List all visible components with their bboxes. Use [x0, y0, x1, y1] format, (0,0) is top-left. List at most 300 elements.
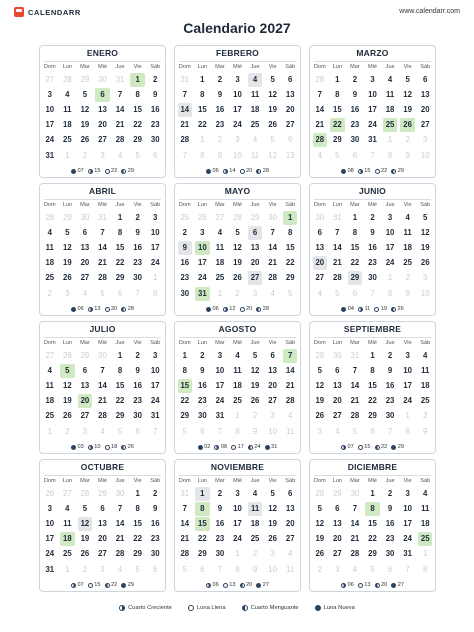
day-cell[interactable]: 2: [387, 350, 393, 360]
day-cell[interactable]: 16: [350, 104, 360, 114]
day-cell[interactable]: 17: [403, 518, 412, 528]
day-cell[interactable]: 29: [333, 135, 342, 145]
day-cell[interactable]: 2: [387, 488, 393, 498]
day-cell[interactable]: 16: [198, 380, 207, 390]
day-cell[interactable]: 24: [233, 120, 242, 130]
day-cell[interactable]: 28: [180, 549, 190, 559]
site-url[interactable]: www.calendarr.com: [399, 8, 460, 15]
day-cell[interactable]: 19: [80, 120, 90, 130]
day-cell[interactable]: 16: [368, 242, 377, 252]
day-cell[interactable]: 19: [420, 242, 430, 252]
day-cell[interactable]: 3: [153, 212, 158, 222]
day-cell[interactable]: 3: [153, 350, 158, 360]
day-cell[interactable]: 26: [315, 411, 325, 421]
day-cell[interactable]: 27: [268, 396, 277, 406]
day-cell[interactable]: 27: [333, 411, 342, 421]
day-cell[interactable]: 19: [80, 534, 90, 544]
day-cell[interactable]: 8: [200, 89, 205, 99]
day-cell[interactable]: 21: [268, 258, 277, 268]
day-cell[interactable]: 27: [80, 273, 90, 283]
day-cell[interactable]: 24: [150, 396, 160, 406]
holiday-day[interactable]: 6: [95, 88, 110, 102]
day-cell[interactable]: 11: [215, 242, 225, 252]
day-cell[interactable]: 25: [63, 549, 72, 559]
day-cell[interactable]: 9: [153, 89, 158, 99]
day-cell[interactable]: 24: [198, 273, 207, 283]
day-cell[interactable]: 1: [200, 74, 205, 84]
day-cell[interactable]: 10: [150, 227, 160, 237]
day-cell[interactable]: 23: [150, 534, 160, 544]
day-cell[interactable]: 19: [63, 396, 72, 406]
day-cell[interactable]: 4: [47, 227, 52, 237]
day-cell[interactable]: 29: [115, 273, 125, 283]
day-cell[interactable]: 22: [368, 396, 377, 406]
day-cell[interactable]: 3: [405, 488, 410, 498]
day-cell[interactable]: 22: [198, 534, 207, 544]
observance-day[interactable]: 4: [248, 73, 263, 87]
day-cell[interactable]: 27: [333, 549, 342, 559]
day-cell[interactable]: 23: [215, 120, 225, 130]
day-cell[interactable]: 5: [82, 89, 88, 99]
day-cell[interactable]: 16: [133, 380, 142, 390]
day-cell[interactable]: 16: [150, 518, 160, 528]
observance-day[interactable]: 12: [78, 517, 93, 531]
day-cell[interactable]: 27: [285, 534, 295, 544]
day-cell[interactable]: 3: [405, 350, 410, 360]
day-cell[interactable]: 29: [285, 273, 295, 283]
day-cell[interactable]: 2: [182, 227, 187, 237]
day-cell[interactable]: 2: [200, 350, 205, 360]
day-cell[interactable]: 14: [180, 518, 190, 528]
day-cell[interactable]: 4: [65, 503, 70, 513]
day-cell[interactable]: 5: [270, 488, 275, 498]
day-cell[interactable]: 3: [47, 503, 52, 513]
day-cell[interactable]: 5: [317, 365, 322, 375]
day-cell[interactable]: 22: [133, 120, 142, 130]
day-cell[interactable]: 27: [98, 549, 107, 559]
day-cell[interactable]: 20: [98, 534, 107, 544]
day-cell[interactable]: 26: [315, 549, 325, 559]
day-cell[interactable]: 25: [233, 396, 242, 406]
day-cell[interactable]: 15: [133, 104, 142, 114]
day-cell[interactable]: 26: [250, 396, 260, 406]
day-cell[interactable]: 2: [153, 488, 158, 498]
day-cell[interactable]: 18: [215, 258, 225, 268]
day-cell[interactable]: 12: [315, 380, 325, 390]
day-cell[interactable]: 21: [350, 534, 360, 544]
day-cell[interactable]: 8: [370, 365, 375, 375]
day-cell[interactable]: 2: [370, 212, 375, 222]
day-cell[interactable]: 6: [335, 503, 340, 513]
day-cell[interactable]: 20: [80, 258, 90, 268]
holiday-day[interactable]: 20: [78, 394, 93, 408]
day-cell[interactable]: 24: [385, 258, 395, 268]
day-cell[interactable]: 21: [285, 380, 295, 390]
day-cell[interactable]: 11: [45, 380, 54, 390]
day-cell[interactable]: 14: [315, 104, 325, 114]
day-cell[interactable]: 12: [80, 104, 90, 114]
holiday-day[interactable]: 15: [178, 379, 193, 393]
day-cell[interactable]: 3: [387, 212, 393, 222]
day-cell[interactable]: 20: [420, 104, 430, 114]
day-cell[interactable]: 5: [82, 503, 88, 513]
day-cell[interactable]: 30: [150, 135, 160, 145]
observance-day[interactable]: 11: [248, 502, 263, 516]
day-cell[interactable]: 29: [368, 411, 377, 421]
day-cell[interactable]: 17: [233, 104, 242, 114]
day-cell[interactable]: 19: [403, 104, 412, 114]
day-cell[interactable]: 18: [45, 258, 55, 268]
day-cell[interactable]: 28: [115, 135, 125, 145]
day-cell[interactable]: 25: [250, 120, 260, 130]
day-cell[interactable]: 23: [368, 258, 377, 268]
day-cell[interactable]: 27: [420, 120, 430, 130]
day-cell[interactable]: 29: [133, 549, 142, 559]
day-cell[interactable]: 19: [250, 380, 260, 390]
day-cell[interactable]: 9: [387, 503, 393, 513]
day-cell[interactable]: 15: [333, 104, 342, 114]
day-cell[interactable]: 7: [182, 89, 187, 99]
day-cell[interactable]: 30: [180, 288, 190, 298]
day-cell[interactable]: 12: [403, 89, 412, 99]
day-cell[interactable]: 11: [403, 227, 412, 237]
day-cell[interactable]: 23: [133, 396, 142, 406]
day-cell[interactable]: 12: [268, 89, 277, 99]
day-cell[interactable]: 8: [117, 365, 123, 375]
day-cell[interactable]: 2: [153, 74, 158, 84]
day-cell[interactable]: 6: [270, 350, 275, 360]
day-cell[interactable]: 5: [65, 227, 70, 237]
day-cell[interactable]: 7: [335, 227, 340, 237]
day-cell[interactable]: 7: [182, 503, 187, 513]
day-cell[interactable]: 3: [235, 488, 240, 498]
day-cell[interactable]: 20: [98, 120, 107, 130]
day-cell[interactable]: 5: [252, 350, 258, 360]
day-cell[interactable]: 20: [333, 534, 342, 544]
day-cell[interactable]: 4: [252, 488, 258, 498]
day-cell[interactable]: 4: [423, 488, 428, 498]
day-cell[interactable]: 8: [117, 227, 123, 237]
day-cell[interactable]: 22: [350, 258, 360, 268]
day-cell[interactable]: 13: [333, 518, 342, 528]
day-cell[interactable]: 20: [333, 396, 342, 406]
day-cell[interactable]: 10: [45, 104, 55, 114]
day-cell[interactable]: 17: [233, 518, 242, 528]
holiday-day[interactable]: 8: [365, 502, 380, 516]
day-cell[interactable]: 17: [45, 534, 55, 544]
day-cell[interactable]: 19: [315, 534, 325, 544]
day-cell[interactable]: 23: [385, 534, 395, 544]
day-cell[interactable]: 14: [98, 380, 107, 390]
day-cell[interactable]: 22: [198, 120, 207, 130]
day-cell[interactable]: 28: [350, 549, 360, 559]
day-cell[interactable]: 13: [98, 518, 107, 528]
day-cell[interactable]: 22: [180, 396, 190, 406]
day-cell[interactable]: 30: [133, 273, 142, 283]
day-cell[interactable]: 8: [288, 227, 293, 237]
day-cell[interactable]: 6: [288, 74, 293, 84]
day-cell[interactable]: 14: [268, 242, 277, 252]
day-cell[interactable]: 31: [215, 411, 225, 421]
day-cell[interactable]: 9: [200, 365, 205, 375]
day-cell[interactable]: 9: [135, 227, 140, 237]
day-cell[interactable]: 14: [333, 242, 342, 252]
day-cell[interactable]: 23: [150, 120, 160, 130]
day-cell[interactable]: 9: [217, 503, 223, 513]
day-cell[interactable]: 7: [270, 227, 275, 237]
day-cell[interactable]: 5: [270, 74, 275, 84]
day-cell[interactable]: 2: [217, 488, 223, 498]
day-cell[interactable]: 13: [98, 104, 107, 114]
day-cell[interactable]: 28: [333, 273, 342, 283]
day-cell[interactable]: 26: [268, 534, 277, 544]
day-cell[interactable]: 30: [385, 549, 395, 559]
day-cell[interactable]: 19: [268, 518, 277, 528]
day-cell[interactable]: 29: [115, 411, 125, 421]
day-cell[interactable]: 21: [98, 396, 107, 406]
day-cell[interactable]: 29: [133, 135, 142, 145]
holiday-day[interactable]: 1: [130, 73, 145, 87]
day-cell[interactable]: 27: [285, 120, 295, 130]
day-cell[interactable]: 27: [315, 273, 325, 283]
day-cell[interactable]: 12: [250, 365, 260, 375]
day-cell[interactable]: 9: [352, 89, 358, 99]
day-cell[interactable]: 22: [115, 258, 125, 268]
day-cell[interactable]: 28: [350, 411, 360, 421]
day-cell[interactable]: 21: [180, 534, 190, 544]
day-cell[interactable]: 30: [133, 411, 142, 421]
day-cell[interactable]: 18: [403, 242, 412, 252]
day-cell[interactable]: 6: [82, 227, 88, 237]
day-cell[interactable]: 20: [285, 518, 295, 528]
day-cell[interactable]: 21: [115, 120, 125, 130]
day-cell[interactable]: 8: [352, 227, 358, 237]
day-cell[interactable]: 17: [368, 104, 377, 114]
day-cell[interactable]: 3: [200, 227, 205, 237]
day-cell[interactable]: 4: [47, 365, 52, 375]
day-cell[interactable]: 31: [368, 135, 377, 145]
day-cell[interactable]: 15: [115, 242, 125, 252]
day-cell[interactable]: 24: [233, 534, 242, 544]
holiday-day[interactable]: 22: [330, 118, 345, 132]
day-cell[interactable]: 25: [403, 258, 412, 268]
day-cell[interactable]: 17: [150, 380, 160, 390]
day-cell[interactable]: 23: [133, 258, 142, 268]
day-cell[interactable]: 16: [385, 380, 395, 390]
day-cell[interactable]: 12: [63, 242, 72, 252]
holiday-day[interactable]: 10: [195, 241, 210, 255]
holiday-day[interactable]: 15: [195, 517, 210, 531]
day-cell[interactable]: 7: [117, 89, 123, 99]
day-cell[interactable]: 14: [115, 518, 125, 528]
day-cell[interactable]: 10: [233, 89, 242, 99]
day-cell[interactable]: 10: [368, 89, 377, 99]
day-cell[interactable]: 9: [370, 227, 375, 237]
day-cell[interactable]: 30: [150, 549, 160, 559]
day-cell[interactable]: 23: [350, 120, 360, 130]
day-cell[interactable]: 22: [115, 396, 125, 406]
day-cell[interactable]: 19: [233, 258, 242, 268]
day-cell[interactable]: 7: [117, 503, 123, 513]
day-cell[interactable]: 16: [215, 104, 225, 114]
day-cell[interactable]: 6: [335, 365, 340, 375]
observance-day[interactable]: 20: [313, 256, 328, 270]
day-cell[interactable]: 28: [98, 273, 107, 283]
day-cell[interactable]: 15: [198, 104, 207, 114]
day-cell[interactable]: 4: [423, 350, 428, 360]
day-cell[interactable]: 11: [63, 518, 72, 528]
day-cell[interactable]: 31: [403, 549, 412, 559]
day-cell[interactable]: 29: [198, 549, 207, 559]
holiday-day[interactable]: 25: [383, 118, 398, 132]
day-cell[interactable]: 30: [215, 549, 225, 559]
day-cell[interactable]: 7: [352, 365, 358, 375]
day-cell[interactable]: 1: [117, 212, 123, 222]
day-cell[interactable]: 17: [45, 120, 55, 130]
day-cell[interactable]: 28: [115, 549, 125, 559]
day-cell[interactable]: 13: [285, 503, 295, 513]
day-cell[interactable]: 9: [153, 503, 158, 513]
day-cell[interactable]: 22: [285, 258, 295, 268]
day-cell[interactable]: 2: [217, 74, 223, 84]
day-cell[interactable]: 10: [45, 518, 55, 528]
day-cell[interactable]: 25: [215, 273, 225, 283]
day-cell[interactable]: 21: [115, 534, 125, 544]
day-cell[interactable]: 24: [215, 396, 225, 406]
day-cell[interactable]: 23: [180, 273, 190, 283]
day-cell[interactable]: 16: [133, 242, 142, 252]
day-cell[interactable]: 1: [117, 350, 123, 360]
day-cell[interactable]: 21: [333, 258, 342, 268]
day-cell[interactable]: 26: [233, 273, 242, 283]
day-cell[interactable]: 15: [285, 242, 295, 252]
day-cell[interactable]: 17: [215, 380, 225, 390]
day-cell[interactable]: 12: [420, 227, 430, 237]
day-cell[interactable]: 8: [135, 89, 140, 99]
day-cell[interactable]: 9: [135, 365, 140, 375]
day-cell[interactable]: 25: [63, 135, 72, 145]
day-cell[interactable]: 23: [198, 396, 207, 406]
day-cell[interactable]: 7: [100, 227, 105, 237]
day-cell[interactable]: 20: [285, 104, 295, 114]
day-cell[interactable]: 14: [98, 242, 107, 252]
day-cell[interactable]: 30: [350, 135, 360, 145]
day-cell[interactable]: 19: [63, 258, 72, 268]
day-cell[interactable]: 4: [65, 89, 70, 99]
day-cell[interactable]: 19: [315, 396, 325, 406]
day-cell[interactable]: 18: [420, 380, 430, 390]
day-cell[interactable]: 28: [180, 135, 190, 145]
day-cell[interactable]: 3: [235, 74, 240, 84]
holiday-day[interactable]: 18: [60, 532, 75, 546]
day-cell[interactable]: 8: [135, 503, 140, 513]
holiday-day[interactable]: 26: [400, 118, 415, 132]
observance-day[interactable]: 6: [248, 226, 263, 240]
day-cell[interactable]: 3: [370, 74, 375, 84]
day-cell[interactable]: 31: [45, 564, 55, 574]
day-cell[interactable]: 24: [45, 135, 55, 145]
day-cell[interactable]: 24: [45, 549, 55, 559]
day-cell[interactable]: 14: [350, 518, 360, 528]
day-cell[interactable]: 24: [368, 120, 377, 130]
day-cell[interactable]: 3: [47, 89, 52, 99]
day-cell[interactable]: 12: [233, 242, 242, 252]
day-cell[interactable]: 30: [198, 411, 207, 421]
day-cell[interactable]: 16: [385, 518, 395, 528]
holiday-day[interactable]: 28: [313, 133, 328, 147]
day-cell[interactable]: 13: [250, 242, 260, 252]
day-cell[interactable]: 6: [288, 488, 293, 498]
day-cell[interactable]: 29: [368, 549, 377, 559]
day-cell[interactable]: 26: [80, 135, 90, 145]
day-cell[interactable]: 1: [335, 74, 340, 84]
day-cell[interactable]: 24: [403, 396, 412, 406]
day-cell[interactable]: 26: [63, 273, 72, 283]
day-cell[interactable]: 13: [268, 365, 277, 375]
day-cell[interactable]: 5: [235, 227, 240, 237]
day-cell[interactable]: 11: [421, 503, 430, 513]
day-cell[interactable]: 7: [100, 365, 105, 375]
day-cell[interactable]: 2: [352, 74, 358, 84]
day-cell[interactable]: 15: [350, 242, 360, 252]
day-cell[interactable]: 18: [250, 518, 260, 528]
day-cell[interactable]: 1: [135, 488, 140, 498]
day-cell[interactable]: 12: [315, 518, 325, 528]
day-cell[interactable]: 28: [285, 396, 295, 406]
day-cell[interactable]: 28: [98, 411, 107, 421]
day-cell[interactable]: 21: [315, 120, 325, 130]
holiday-day[interactable]: 8: [195, 502, 210, 516]
day-cell[interactable]: 6: [423, 74, 428, 84]
day-cell[interactable]: 10: [403, 503, 412, 513]
day-cell[interactable]: 10: [403, 365, 412, 375]
day-cell[interactable]: 19: [268, 104, 277, 114]
observance-day[interactable]: 1: [195, 487, 210, 501]
day-cell[interactable]: 17: [385, 242, 395, 252]
observance-day[interactable]: 9: [178, 241, 193, 255]
day-cell[interactable]: 15: [368, 380, 377, 390]
day-cell[interactable]: 5: [317, 503, 322, 513]
day-cell[interactable]: 11: [45, 242, 54, 252]
day-cell[interactable]: 10: [215, 365, 225, 375]
day-cell[interactable]: 22: [133, 534, 142, 544]
day-cell[interactable]: 16: [215, 518, 225, 528]
day-cell[interactable]: 12: [63, 380, 72, 390]
day-cell[interactable]: 23: [215, 534, 225, 544]
day-cell[interactable]: 26: [63, 411, 72, 421]
day-cell[interactable]: 3: [217, 350, 223, 360]
holiday-day[interactable]: 25: [418, 532, 433, 546]
day-cell[interactable]: 13: [80, 242, 90, 252]
observance-day[interactable]: 14: [178, 103, 193, 117]
day-cell[interactable]: 9: [387, 365, 393, 375]
day-cell[interactable]: 20: [268, 380, 277, 390]
day-cell[interactable]: 8: [335, 89, 340, 99]
day-cell[interactable]: 17: [198, 258, 207, 268]
day-cell[interactable]: 6: [317, 227, 322, 237]
day-cell[interactable]: 13: [285, 89, 295, 99]
day-cell[interactable]: 6: [100, 503, 105, 513]
day-cell[interactable]: 9: [217, 89, 223, 99]
day-cell[interactable]: 16: [150, 104, 160, 114]
day-cell[interactable]: 24: [150, 258, 160, 268]
day-cell[interactable]: 4: [235, 350, 240, 360]
holiday-day[interactable]: 31: [195, 287, 210, 301]
day-cell[interactable]: 25: [250, 534, 260, 544]
day-cell[interactable]: 18: [385, 104, 395, 114]
day-cell[interactable]: 1: [352, 212, 358, 222]
day-cell[interactable]: 1: [182, 350, 187, 360]
